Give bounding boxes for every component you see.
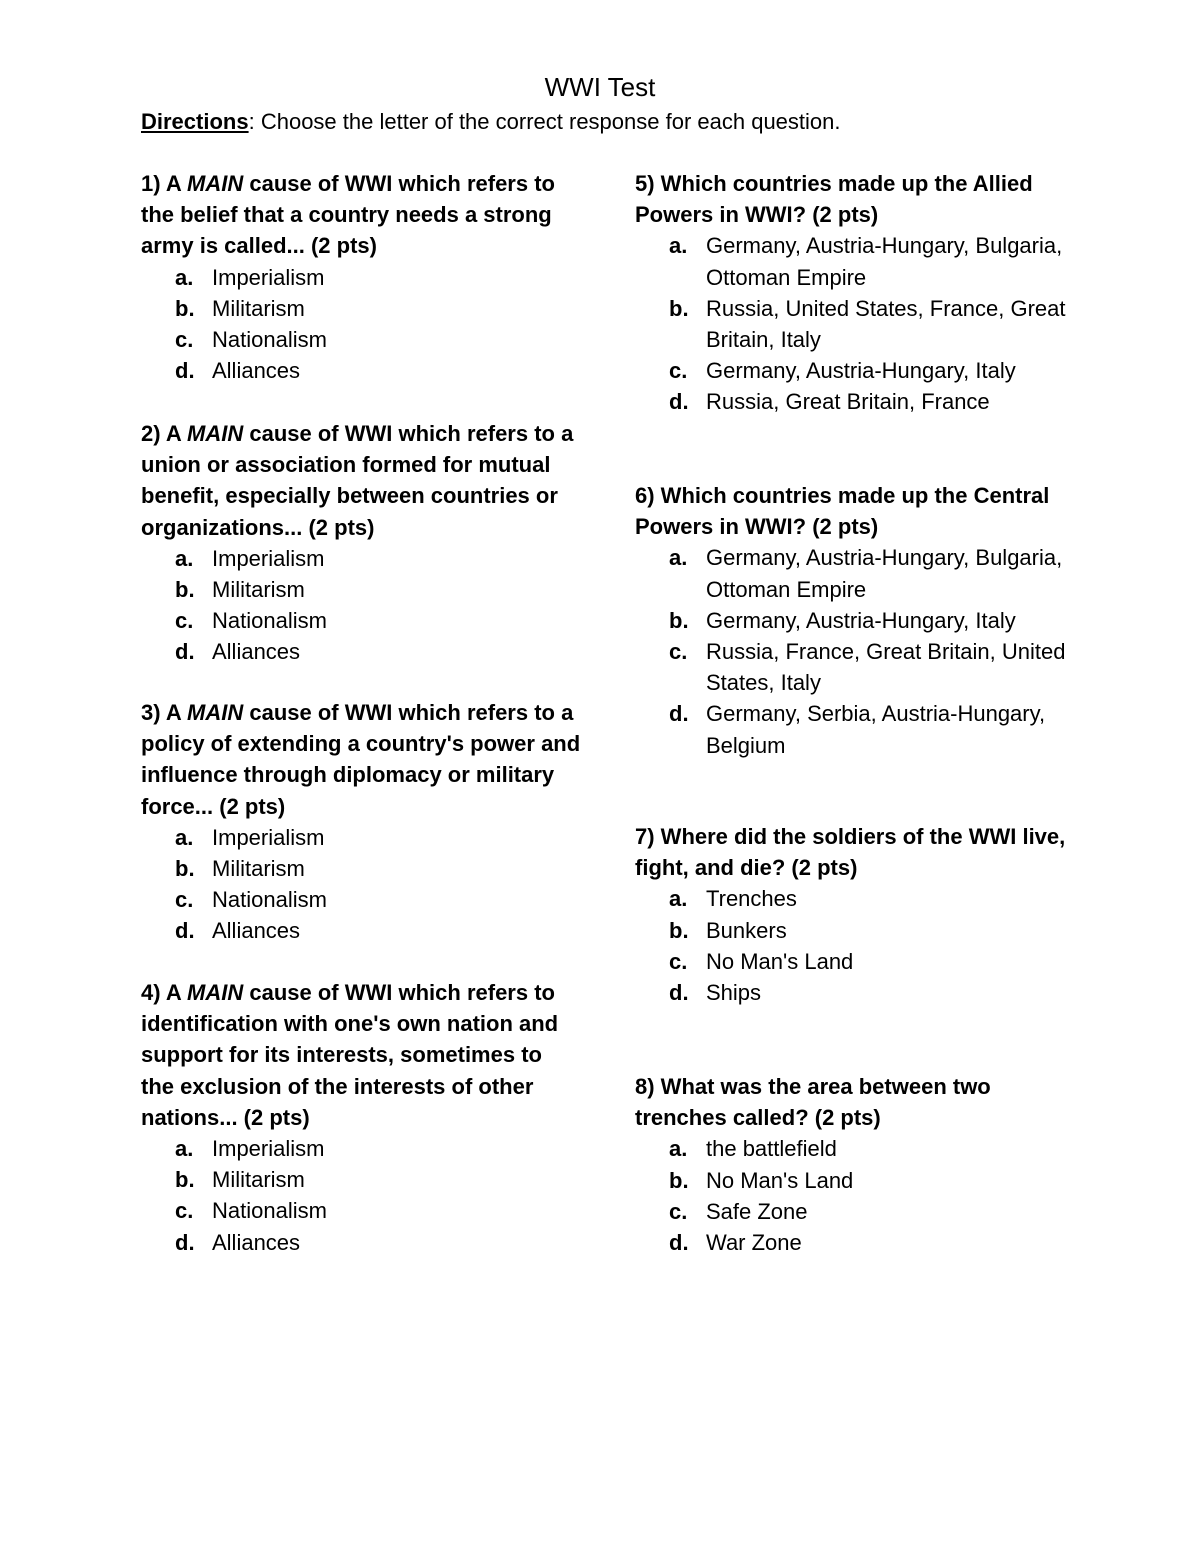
option-a[interactable] <box>141 1133 581 1164</box>
question-stem <box>635 1071 1075 1133</box>
option-a[interactable] <box>635 230 1075 292</box>
option-letter: c. <box>669 639 688 665</box>
option-text: Alliances <box>212 358 301 384</box>
option-text: Militarism <box>212 577 305 603</box>
option-text: No Man's Land <box>706 948 854 974</box>
option-letter: d. <box>669 701 689 727</box>
answer-options <box>635 1133 1075 1258</box>
option-letter: b. <box>669 1167 689 1193</box>
option-text: Safe Zone <box>706 1198 808 1224</box>
directions <box>141 106 1101 137</box>
directions-label: Directions <box>141 109 249 134</box>
stem-emphasis: MAIN <box>187 980 244 1005</box>
option-text: the battlefield <box>706 1136 837 1162</box>
stem-text: 8) What was the area between two trenches called? (2 pts) <box>635 1074 991 1131</box>
question-stem <box>141 168 581 262</box>
option-c[interactable] <box>141 884 581 915</box>
option-b[interactable] <box>141 1164 581 1195</box>
option-a[interactable] <box>635 883 1075 914</box>
question-4 <box>141 977 581 1258</box>
option-b[interactable] <box>635 915 1075 946</box>
answer-options <box>141 822 581 947</box>
option-d[interactable] <box>141 1227 581 1258</box>
option-d[interactable] <box>635 977 1075 1008</box>
option-letter: a. <box>175 824 194 850</box>
option-letter: d. <box>669 980 689 1006</box>
option-text: Russia, Great Britain, France <box>706 389 990 415</box>
answer-options <box>141 262 581 387</box>
option-b[interactable] <box>635 605 1075 636</box>
option-text: No Man's Land <box>706 1167 854 1193</box>
option-a[interactable] <box>141 822 581 853</box>
option-letter: d. <box>175 639 195 665</box>
option-text: Nationalism <box>212 887 327 913</box>
answer-options <box>635 542 1075 760</box>
option-text: Ships <box>706 980 762 1006</box>
option-text: Alliances <box>212 1229 301 1255</box>
question-3 <box>141 697 581 947</box>
option-a[interactable] <box>635 1133 1075 1164</box>
page-title: WWI Test <box>544 72 656 102</box>
option-c[interactable] <box>635 355 1075 386</box>
stem-prefix: 4) A <box>141 980 188 1005</box>
stem-emphasis: MAIN <box>187 700 244 725</box>
stem-text: 5) Which countries made up the Allied Powers in WWI? (2 pts) <box>635 171 1033 228</box>
option-letter: a. <box>669 1136 688 1162</box>
option-text: Militarism <box>212 1167 305 1193</box>
option-b[interactable] <box>141 853 581 884</box>
option-c[interactable] <box>635 946 1075 977</box>
option-d[interactable] <box>141 355 581 386</box>
option-text: Militarism <box>212 856 305 882</box>
option-c[interactable] <box>141 324 581 355</box>
option-text: Imperialism <box>212 264 325 290</box>
option-letter: a. <box>669 233 688 259</box>
option-text: Alliances <box>212 639 301 665</box>
answer-options <box>141 543 581 668</box>
stem-prefix: 2) A <box>141 421 188 446</box>
option-text: Germany, Austria-Hungary, Italy <box>706 607 1016 633</box>
option-letter: c. <box>669 1198 688 1224</box>
option-text: Imperialism <box>212 824 325 850</box>
option-b[interactable] <box>635 293 1075 355</box>
option-d[interactable] <box>141 915 581 946</box>
stem-emphasis: MAIN <box>187 421 244 446</box>
stem-text: 6) Which countries made up the Central Powers in WWI? (2 pts) <box>635 483 1050 540</box>
question-stem <box>141 418 581 543</box>
option-letter: a. <box>175 1136 194 1162</box>
option-letter: c. <box>175 887 194 913</box>
option-text: Imperialism <box>212 1136 325 1162</box>
option-b[interactable] <box>635 1165 1075 1196</box>
option-letter: d. <box>175 1229 195 1255</box>
option-letter: b. <box>669 917 689 943</box>
option-b[interactable] <box>141 293 581 324</box>
option-b[interactable] <box>141 574 581 605</box>
question-stem <box>635 168 1075 230</box>
option-text: Bunkers <box>706 917 787 943</box>
option-text: Germany, Austria-Hungary, Bulgaria, Ottoman Empire <box>706 233 1063 290</box>
option-c[interactable] <box>141 1195 581 1226</box>
option-letter: d. <box>175 358 195 384</box>
stem-text: cause of WWI which refers to the belief that a country needs a strong army is called... (2 pts) <box>141 171 555 259</box>
option-letter: c. <box>175 608 194 634</box>
option-text: Imperialism <box>212 545 325 571</box>
option-letter: a. <box>175 264 194 290</box>
option-letter: b. <box>175 1167 195 1193</box>
option-letter: a. <box>175 545 194 571</box>
option-letter: b. <box>669 607 689 633</box>
stem-prefix: 1) A <box>141 171 188 196</box>
option-text: Germany, Austria-Hungary, Bulgaria, Ottoman Empire <box>706 545 1063 602</box>
option-c[interactable] <box>141 605 581 636</box>
stem-text: 7) Where did the soldiers of the WWI live, fight, and die? (2 pts) <box>635 824 1066 881</box>
option-letter: b. <box>175 295 195 321</box>
option-d[interactable] <box>635 698 1075 760</box>
option-text: Russia, France, Great Britain, United States, Italy <box>706 639 1066 696</box>
option-text: War Zone <box>706 1230 802 1256</box>
answer-options <box>635 230 1075 417</box>
question-6 <box>635 480 1075 761</box>
option-letter: c. <box>175 1198 194 1224</box>
option-letter: a. <box>669 545 688 571</box>
question-stem <box>635 821 1075 883</box>
question-stem <box>635 480 1075 542</box>
answer-options <box>141 1133 581 1258</box>
option-text: Trenches <box>706 886 797 912</box>
option-c[interactable] <box>635 636 1075 698</box>
option-text: Germany, Serbia, Austria-Hungary, Belgium <box>706 701 1046 758</box>
option-d[interactable] <box>141 636 581 667</box>
option-text: Militarism <box>212 295 305 321</box>
question-5 <box>635 168 1075 418</box>
question-7 <box>635 821 1075 1008</box>
option-letter: b. <box>175 856 195 882</box>
stem-text: cause of WWI which refers to identification with one's own nation and support for its interests, sometimes to the exclusion of the interests of other nations... (2 pts) <box>141 980 559 1130</box>
question-8 <box>635 1071 1075 1258</box>
option-letter: c. <box>175 327 194 353</box>
option-text: Germany, Austria-Hungary, Italy <box>706 358 1016 384</box>
option-letter: d. <box>669 1230 689 1256</box>
option-a[interactable] <box>141 262 581 293</box>
option-letter: d. <box>669 389 689 415</box>
option-text: Nationalism <box>212 1198 327 1224</box>
option-d[interactable] <box>635 386 1075 417</box>
directions-colon: : <box>248 109 255 134</box>
question-1 <box>141 168 581 386</box>
option-letter: c. <box>669 358 688 384</box>
option-c[interactable] <box>635 1196 1075 1227</box>
option-letter: d. <box>175 918 195 944</box>
answer-options <box>635 883 1075 1008</box>
question-stem <box>141 697 581 822</box>
stem-text: cause of WWI which refers to a policy of extending a country's power and influence through diplomacy or military force... (2 pts) <box>141 700 581 819</box>
option-letter: a. <box>669 886 688 912</box>
option-text: Nationalism <box>212 327 327 353</box>
option-text: Nationalism <box>212 608 327 634</box>
option-text: Russia, United States, France, Great Britain, Italy <box>706 295 1066 353</box>
question-stem <box>141 977 581 1133</box>
option-d[interactable] <box>635 1227 1075 1258</box>
option-text: Alliances <box>212 918 301 944</box>
stem-prefix: 3) A <box>141 700 188 725</box>
option-letter: c. <box>669 948 688 974</box>
option-letter: b. <box>175 577 195 603</box>
option-letter: b. <box>669 295 689 321</box>
option-a[interactable] <box>141 543 581 574</box>
stem-text: cause of WWI which refers to a union or association formed for mutual benefit, especially between countries or organizations... (2 pts) <box>141 421 574 540</box>
directions-text: Choose the letter of the correct response for each question. <box>254 109 841 134</box>
question-2 <box>141 418 581 668</box>
option-a[interactable] <box>635 542 1075 604</box>
stem-emphasis: MAIN <box>187 171 244 196</box>
